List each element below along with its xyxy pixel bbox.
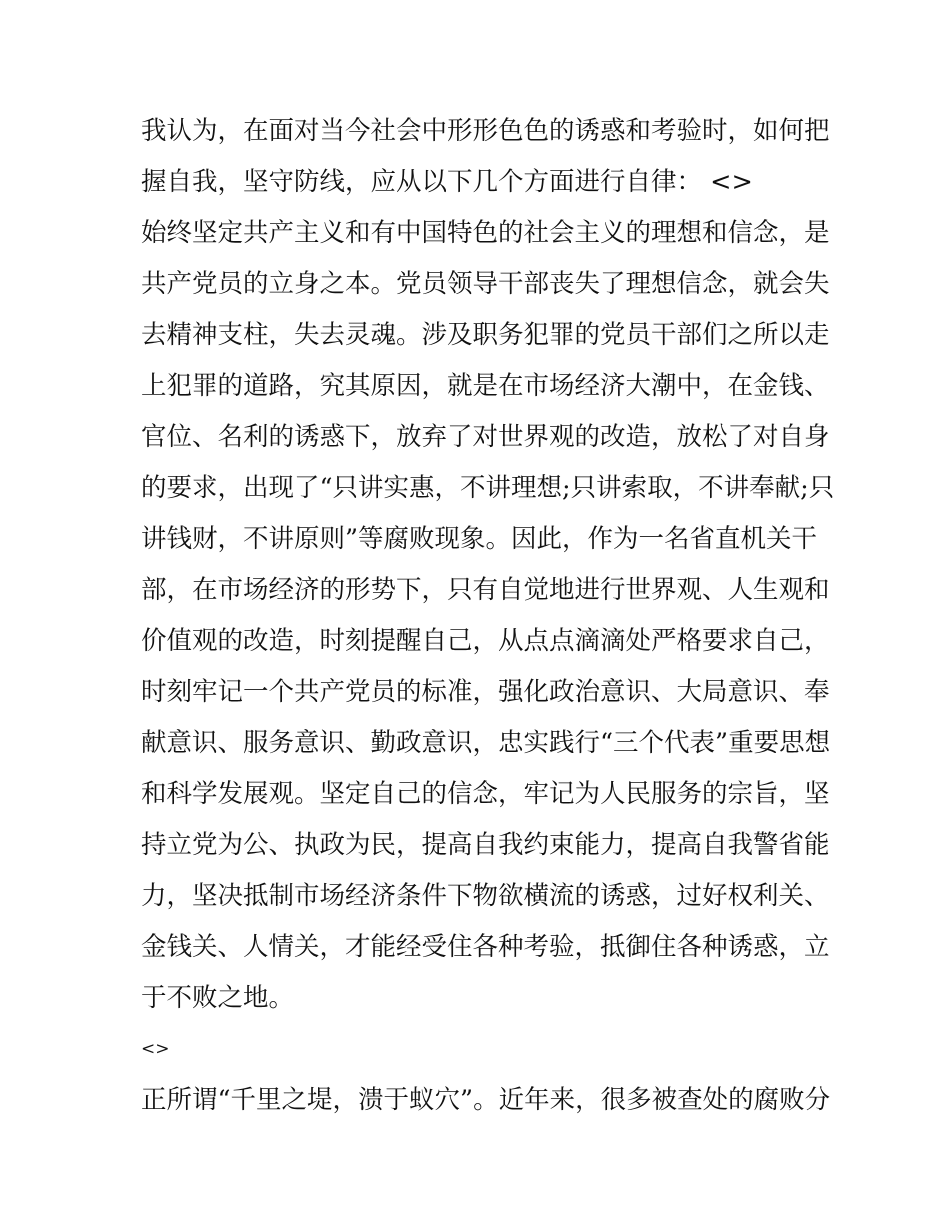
text-line: 力，坚决抵制市场经济条件下物欲横流的诱惑，过好权利关、 xyxy=(141,881,830,911)
text-line: 的要求，出现了“只讲实惠，不讲理想;只讲索取，不讲奉献;只 xyxy=(141,473,835,503)
text-line: 正所谓“千里之堤，溃于蚁穴”。近年来，很多被查处的腐败分 xyxy=(141,1085,831,1115)
text-line: 讲钱财，不讲原则”等腐败现象。因此，作为一名省直机关干 xyxy=(141,524,818,554)
text-line: 去精神支柱，失去灵魂。涉及职务犯罪的党员干部们之所以走 xyxy=(141,320,830,350)
text-line: 金钱关、人情关，才能经受住各种考验，抵御住各种诱惑，立 xyxy=(141,932,830,962)
text-line: 献意识、服务意识、勤政意识，忠实践行“三个代表”重要思想 xyxy=(141,728,831,758)
text-line: 和科学发展观。坚定自己的信念，牢记为人民服务的宗旨，坚 xyxy=(141,779,830,809)
text-line: 我认为，在面对当今社会中形形色色的诱惑和考验时，如何把 xyxy=(141,116,830,146)
text-line: 持立党为公、执政为民，提高自我约束能力，提高自我警省能 xyxy=(141,830,830,860)
text-line: 始终坚定共产主义和有中国特色的社会主义的理想和信念，是 xyxy=(141,218,830,248)
text-line: 上犯罪的道路，究其原因，就是在市场经济大潮中，在金钱、 xyxy=(141,371,830,401)
text-line: 价值观的改造，时刻提醒自己，从点点滴滴处严格要求自己， xyxy=(141,626,830,656)
text-line: 握自我，坚守防线，应从以下几个方面进行自律： <> xyxy=(141,167,753,197)
text-line: 官位、名利的诱惑下，放弃了对世界观的改造，放松了对自身 xyxy=(141,422,830,452)
text-line: 于不败之地。 xyxy=(141,983,295,1013)
text-line: 共产党员的立身之本。党员领导干部丧失了理想信念，就会失 xyxy=(141,269,830,299)
paragraph-marker: <> xyxy=(141,1039,170,1059)
text-line: 时刻牢记一个共产党员的标准，强化政治意识、大局意识、奉 xyxy=(141,677,830,707)
text-line: 部，在市场经济的形势下，只有自觉地进行世界观、人生观和 xyxy=(141,575,830,605)
body-text xyxy=(141,106,835,1126)
